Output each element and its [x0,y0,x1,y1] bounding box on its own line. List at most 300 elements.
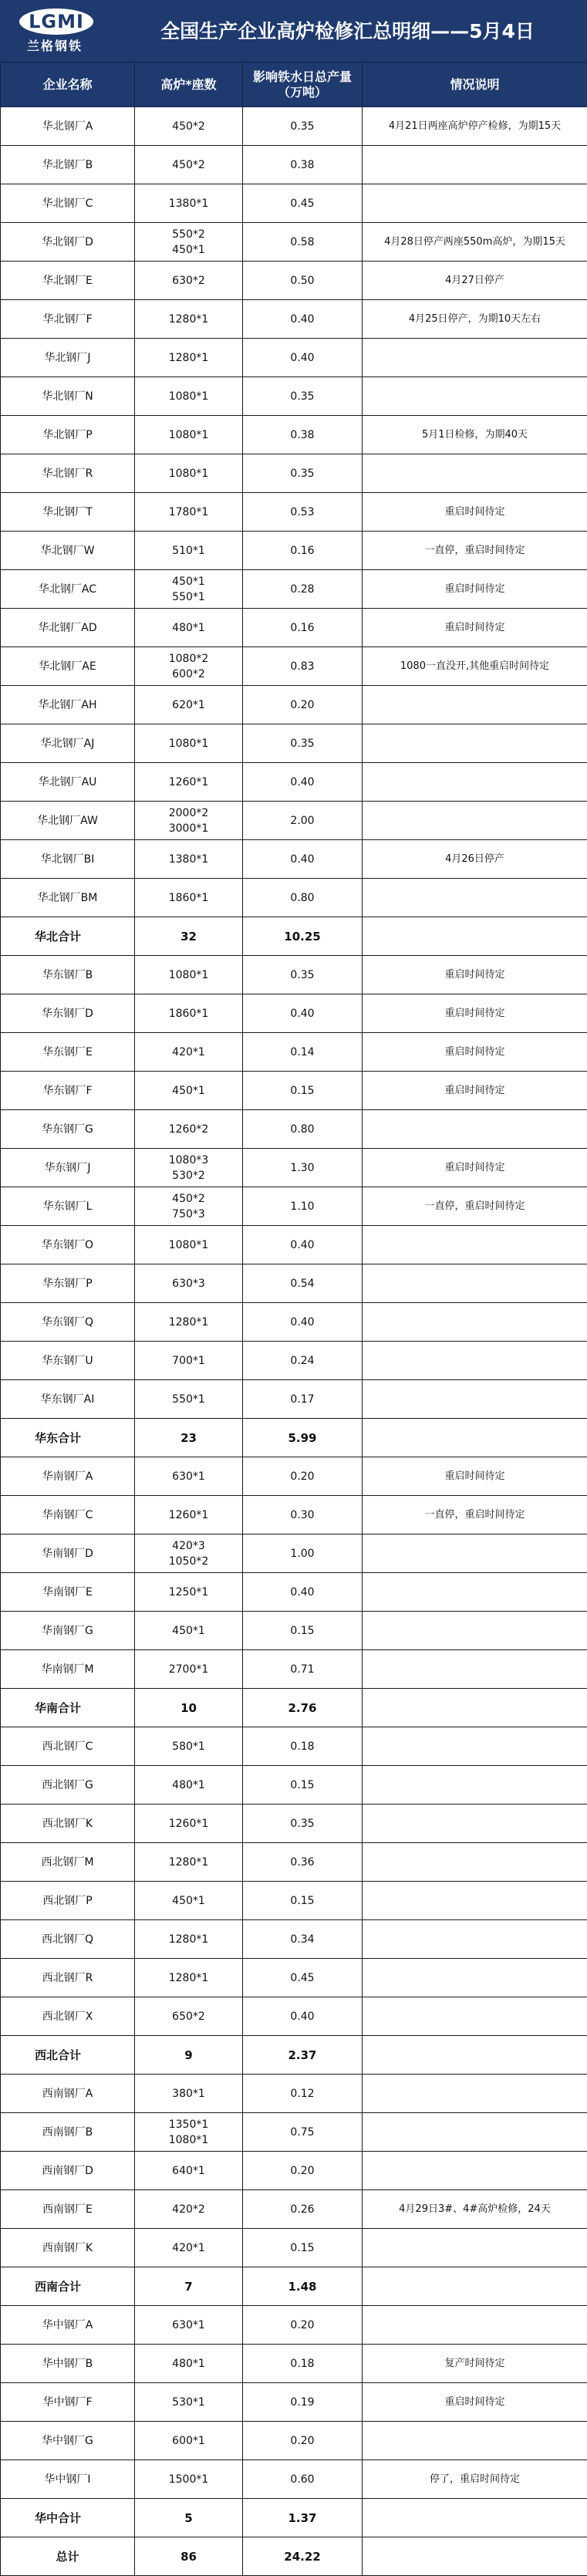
impact-cell: 0.16 [243,609,363,647]
page-header [0,0,587,62]
table-row [1,2190,587,2229]
company-name-cell: 西南钢厂E [1,2190,135,2229]
impact-cell: 0.30 [243,1496,363,1534]
table-row [1,2460,587,2499]
notes-cell: 重启时间待定 [363,570,587,609]
furnace-count-cell: 700*1 [135,1342,243,1380]
impact-cell: 0.20 [243,686,363,724]
notes-cell [363,1419,587,1457]
furnace-count-cell: 1080*1 [135,956,243,994]
company-name-cell: 西南钢厂K [1,2229,135,2267]
company-name-cell: 华北钢厂BI [1,840,135,879]
table-row [1,1457,587,1496]
company-name-cell: 西北钢厂K [1,1805,135,1843]
notes-cell [363,1727,587,1766]
company-name-cell: 华南钢厂E [1,1573,135,1612]
company-name-cell: 华南钢厂M [1,1650,135,1689]
notes-cell [363,2537,587,2576]
impact-cell: 0.80 [243,1110,363,1149]
impact-cell: 1.48 [243,2267,363,2306]
impact-cell: 0.24 [243,1342,363,1380]
furnace-count-cell: 1280*1 [135,1959,243,1997]
company-name-cell: 华北钢厂AW [1,802,135,840]
company-name-cell: 华东钢厂Q [1,1303,135,1342]
company-name-cell: 华南钢厂C [1,1496,135,1534]
impact-cell: 0.40 [243,1573,363,1612]
impact-cell: 0.40 [243,763,363,802]
table-row [1,1496,587,1534]
company-name-cell: 华北钢厂R [1,454,135,493]
company-logo [8,7,101,56]
notes-cell [363,184,587,223]
table-row [1,879,587,917]
table-row [1,1882,587,1920]
furnace-count-cell: 630*2 [135,262,243,300]
impact-cell: 1.10 [243,1187,363,1226]
furnace-count-cell: 640*1 [135,2152,243,2190]
table-row [1,724,587,763]
company-name-cell: 华北钢厂W [1,532,135,570]
company-name-cell: 西北钢厂C [1,1727,135,1766]
notes-cell [363,1766,587,1805]
notes-cell [363,724,587,763]
table-body [1,107,587,2576]
subtotal-row [1,917,587,956]
table-row [1,840,587,879]
impact-cell: 0.35 [243,107,363,146]
furnace-count-cell: 10 [135,1689,243,1727]
furnace-count-cell: 1080*2 600*2 [135,647,243,686]
subtotal-row [1,2499,587,2537]
company-name-cell: 华中钢厂B [1,2345,135,2383]
table-row [1,184,587,223]
table-row [1,493,587,532]
company-name-cell: 西南钢厂D [1,2152,135,2190]
notes-cell [363,454,587,493]
table-row [1,146,587,184]
company-name-cell: 华东钢厂G [1,1110,135,1149]
notes-cell [363,1612,587,1650]
company-name-cell: 华南合计 [1,1689,135,1727]
furnace-count-cell: 620*1 [135,686,243,724]
company-name-cell: 华北钢厂AU [1,763,135,802]
impact-cell: 2.76 [243,1689,363,1727]
table-row [1,2306,587,2345]
furnace-count-cell: 630*1 [135,1457,243,1496]
notes-cell: 重启时间待定 [363,956,587,994]
table-row [1,763,587,802]
company-name-cell: 华南钢厂D [1,1534,135,1573]
table-row [1,1110,587,1149]
furnace-count-cell: 1860*1 [135,879,243,917]
table-row [1,609,587,647]
furnace-count-cell: 450*2 750*3 [135,1187,243,1226]
column-header-company: 企业名称 [1,62,135,107]
table-row [1,2345,587,2383]
furnace-count-cell: 450*1 550*1 [135,570,243,609]
table-row [1,223,587,262]
notes-cell [363,1689,587,1727]
furnace-count-cell: 510*1 [135,532,243,570]
impact-cell: 0.35 [243,724,363,763]
notes-cell [363,686,587,724]
notes-cell: 一直停，重启时间待定 [363,1187,587,1226]
table-row [1,1573,587,1612]
impact-cell: 0.38 [243,416,363,454]
impact-cell: 0.17 [243,1380,363,1419]
furnace-count-cell: 550*2 450*1 [135,223,243,262]
notes-cell [363,377,587,416]
impact-cell: 1.30 [243,1149,363,1187]
table-row [1,377,587,416]
column-header-impact: 影响铁水日总产量（万吨） [243,62,363,107]
company-name-cell: 西南钢厂B [1,2113,135,2152]
furnace-count-cell: 380*1 [135,2075,243,2113]
furnace-count-cell: 1260*1 [135,1496,243,1534]
notes-cell: 重启时间待定 [363,994,587,1033]
furnace-count-cell: 450*2 [135,107,243,146]
notes-cell: 1080一直没开,其他重启时间待定 [363,647,587,686]
notes-cell: 一直停，重启时间待定 [363,532,587,570]
table-row [1,1342,587,1380]
notes-cell: 重启时间待定 [363,493,587,532]
notes-cell [363,802,587,840]
company-name-cell: 西南合计 [1,2267,135,2306]
notes-cell [363,2306,587,2345]
impact-cell: 0.40 [243,1997,363,2036]
impact-cell: 0.45 [243,1959,363,1997]
notes-cell: 停了，重启时间待定 [363,2460,587,2499]
table-row [1,1766,587,1805]
notes-cell: 重启时间待定 [363,1033,587,1072]
table-row [1,2152,587,2190]
company-name-cell: 华北钢厂J [1,339,135,377]
impact-cell: 24.22 [243,2537,363,2576]
impact-cell: 0.54 [243,1264,363,1303]
furnace-count-cell: 450*1 [135,1612,243,1650]
table-row [1,2113,587,2152]
impact-cell: 0.35 [243,1805,363,1843]
impact-cell: 2.37 [243,2036,363,2075]
company-name-cell: 华中合计 [1,2499,135,2537]
table-row [1,956,587,994]
furnace-count-cell: 630*1 [135,2306,243,2345]
logo-emblem [19,8,93,35]
table-row [1,1805,587,1843]
impact-cell: 1.37 [243,2499,363,2537]
company-name-cell: 华东钢厂L [1,1187,135,1226]
notes-cell: 一直停，重启时间待定 [363,1496,587,1534]
impact-cell: 5.99 [243,1419,363,1457]
furnace-count-cell: 1080*3 530*2 [135,1149,243,1187]
furnace-count-cell: 450*1 [135,1072,243,1110]
table-row [1,1187,587,1226]
notes-cell [363,2499,587,2537]
company-name-cell: 华北钢厂N [1,377,135,416]
notes-cell: 4月25日停产，为期10天左右 [363,300,587,339]
furnace-count-cell: 1280*1 [135,1303,243,1342]
company-name-cell: 华东钢厂B [1,956,135,994]
company-name-cell: 华北钢厂AJ [1,724,135,763]
table-row [1,1072,587,1110]
notes-cell [363,2036,587,2075]
impact-cell: 0.18 [243,1727,363,1766]
impact-cell: 0.40 [243,994,363,1033]
notes-cell [363,1843,587,1882]
furnace-count-cell: 9 [135,2036,243,2075]
notes-cell: 复产时间待定 [363,2345,587,2383]
furnace-count-cell: 1860*1 [135,994,243,1033]
notes-cell [363,1534,587,1573]
furnace-count-cell: 1250*1 [135,1573,243,1612]
furnace-count-cell: 420*1 [135,2229,243,2267]
furnace-count-cell: 1080*1 [135,724,243,763]
company-name-cell: 华北钢厂BM [1,879,135,917]
company-name-cell: 华中钢厂F [1,2383,135,2422]
table-row [1,1033,587,1072]
impact-cell: 10.25 [243,917,363,956]
table-row [1,1843,587,1882]
company-name-cell: 华东合计 [1,1419,135,1457]
company-name-cell: 华北合计 [1,917,135,956]
company-name-cell: 西北钢厂M [1,1843,135,1882]
impact-cell: 0.15 [243,2229,363,2267]
impact-cell: 0.19 [243,2383,363,2422]
notes-cell [363,339,587,377]
table-row [1,416,587,454]
furnace-count-cell: 1780*1 [135,493,243,532]
furnace-count-cell: 1500*1 [135,2460,243,2499]
furnace-count-cell: 5 [135,2499,243,2537]
furnace-count-cell: 1080*1 [135,377,243,416]
company-name-cell: 华东钢厂P [1,1264,135,1303]
furnace-count-cell: 1280*1 [135,1843,243,1882]
page-title: 全国生产企业高炉检修汇总明细——5月4日 [109,1,586,62]
impact-cell: 0.40 [243,300,363,339]
notes-cell: 重启时间待定 [363,1072,587,1110]
impact-cell: 0.18 [243,2345,363,2383]
furnace-count-cell: 1280*1 [135,339,243,377]
impact-cell: 0.16 [243,532,363,570]
table-row [1,1264,587,1303]
company-name-cell: 华北钢厂E [1,262,135,300]
company-name-cell: 华北钢厂AD [1,609,135,647]
subtotal-row [1,2267,587,2306]
impact-cell: 0.83 [243,647,363,686]
notes-cell: 重启时间待定 [363,609,587,647]
impact-cell: 0.36 [243,1843,363,1882]
impact-cell: 0.53 [243,493,363,532]
notes-cell [363,2113,587,2152]
furnace-count-cell: 1380*1 [135,184,243,223]
impact-cell: 0.75 [243,2113,363,2152]
notes-cell [363,1342,587,1380]
furnace-count-cell: 530*1 [135,2383,243,2422]
furnace-count-cell: 600*1 [135,2422,243,2460]
impact-cell: 0.40 [243,1303,363,1342]
impact-cell: 0.15 [243,1072,363,1110]
maintenance-table [0,62,587,2576]
impact-cell: 0.60 [243,2460,363,2499]
table-row [1,686,587,724]
notes-cell: 5月1日检修，为期40天 [363,416,587,454]
impact-cell: 0.45 [243,184,363,223]
impact-cell: 0.40 [243,339,363,377]
company-name-cell: 华东钢厂O [1,1226,135,1264]
table-row [1,2229,587,2267]
table-row [1,1612,587,1650]
impact-cell: 0.35 [243,454,363,493]
table-row [1,1226,587,1264]
table-row [1,1920,587,1959]
notes-cell [363,1805,587,1843]
furnace-count-cell: 1260*1 [135,1805,243,1843]
table-row [1,1997,587,2036]
subtotal-row [1,1419,587,1457]
notes-cell [363,1920,587,1959]
notes-cell [363,1882,587,1920]
impact-cell: 0.71 [243,1650,363,1689]
impact-cell: 0.12 [243,2075,363,2113]
furnace-count-cell: 580*1 [135,1727,243,1766]
table-row [1,107,587,146]
notes-cell [363,1303,587,1342]
notes-cell [363,1650,587,1689]
notes-cell: 4月21日两座高炉停产检修，为期15天 [363,107,587,146]
furnace-count-cell: 7 [135,2267,243,2306]
table-row [1,454,587,493]
company-name-cell: 华东钢厂E [1,1033,135,1072]
company-name-cell: 华北钢厂B [1,146,135,184]
furnace-count-cell: 420*2 [135,2190,243,2229]
impact-cell: 0.40 [243,840,363,879]
table-row [1,2075,587,2113]
notes-cell [363,2229,587,2267]
notes-cell [363,1573,587,1612]
impact-cell: 0.28 [243,570,363,609]
company-name-cell: 西北钢厂R [1,1959,135,1997]
company-name-cell: 华北钢厂F [1,300,135,339]
table-row [1,1534,587,1573]
notes-cell [363,879,587,917]
furnace-count-cell: 550*1 [135,1380,243,1419]
table-row [1,1380,587,1419]
table-row [1,532,587,570]
furnace-count-cell: 650*2 [135,1997,243,2036]
furnace-count-cell: 1280*1 [135,300,243,339]
table-header-row [1,62,587,107]
notes-cell: 重启时间待定 [363,1149,587,1187]
furnace-count-cell: 1260*2 [135,1110,243,1149]
furnace-count-cell: 1260*1 [135,763,243,802]
notes-cell: 重启时间待定 [363,1457,587,1496]
company-name-cell: 华北钢厂P [1,416,135,454]
company-name-cell: 华北钢厂D [1,223,135,262]
company-name-cell: 西北钢厂P [1,1882,135,1920]
impact-cell: 0.40 [243,1226,363,1264]
furnace-count-cell: 32 [135,917,243,956]
notes-cell [363,763,587,802]
column-header-notes: 情况说明 [363,62,587,107]
table-row [1,570,587,609]
impact-cell: 0.35 [243,377,363,416]
table-row [1,2422,587,2460]
furnace-count-cell: 450*1 [135,1882,243,1920]
furnace-count-cell: 2000*2 3000*1 [135,802,243,840]
notes-cell: 重启时间待定 [363,2383,587,2422]
notes-cell [363,2422,587,2460]
notes-cell [363,2152,587,2190]
table-row [1,339,587,377]
notes-cell [363,1264,587,1303]
company-name-cell: 西南钢厂A [1,2075,135,2113]
impact-cell: 0.58 [243,223,363,262]
company-name-cell: 华东钢厂U [1,1342,135,1380]
furnace-count-cell: 450*2 [135,146,243,184]
subtotal-row [1,2036,587,2075]
impact-cell: 0.15 [243,1766,363,1805]
company-name-cell: 华中钢厂I [1,2460,135,2499]
impact-cell: 0.34 [243,1920,363,1959]
company-name-cell: 华南钢厂A [1,1457,135,1496]
table-row [1,994,587,1033]
impact-cell: 0.50 [243,262,363,300]
logo-text: LGMI [29,11,84,32]
company-name-cell: 华南钢厂G [1,1612,135,1650]
company-name-cell: 华东钢厂F [1,1072,135,1110]
furnace-count-cell: 2700*1 [135,1650,243,1689]
furnace-count-cell: 1080*1 [135,416,243,454]
impact-cell: 0.26 [243,2190,363,2229]
table-row [1,2383,587,2422]
notes-cell [363,1226,587,1264]
furnace-count-cell: 1350*1 1080*1 [135,2113,243,2152]
furnace-count-cell: 1380*1 [135,840,243,879]
impact-cell: 0.20 [243,2422,363,2460]
company-name-cell: 华北钢厂T [1,493,135,532]
company-name-cell: 华北钢厂AH [1,686,135,724]
table-row [1,262,587,300]
impact-cell: 0.20 [243,2306,363,2345]
impact-cell: 0.80 [243,879,363,917]
company-name-cell: 华北钢厂AC [1,570,135,609]
table-row [1,1303,587,1342]
column-header-furnaces: 高炉*座数 [135,62,243,107]
furnace-count-cell: 480*1 [135,1766,243,1805]
company-name-cell: 西北钢厂Q [1,1920,135,1959]
impact-cell: 0.38 [243,146,363,184]
impact-cell: 0.14 [243,1033,363,1072]
table-row [1,300,587,339]
impact-cell: 1.00 [243,1534,363,1573]
notes-cell [363,2267,587,2306]
furnace-count-cell: 1080*1 [135,1226,243,1264]
company-name-cell: 华中钢厂G [1,2422,135,2460]
notes-cell [363,146,587,184]
furnace-count-cell: 480*1 [135,2345,243,2383]
company-name-cell: 西北钢厂G [1,1766,135,1805]
company-name-cell: 华东钢厂D [1,994,135,1033]
impact-cell: 0.35 [243,956,363,994]
company-name-cell: 华东钢厂J [1,1149,135,1187]
subtotal-row [1,1689,587,1727]
furnace-count-cell: 1280*1 [135,1920,243,1959]
table-row [1,1727,587,1766]
furnace-count-cell: 23 [135,1419,243,1457]
furnace-count-cell: 1080*1 [135,454,243,493]
furnace-count-cell: 86 [135,2537,243,2576]
notes-cell [363,917,587,956]
